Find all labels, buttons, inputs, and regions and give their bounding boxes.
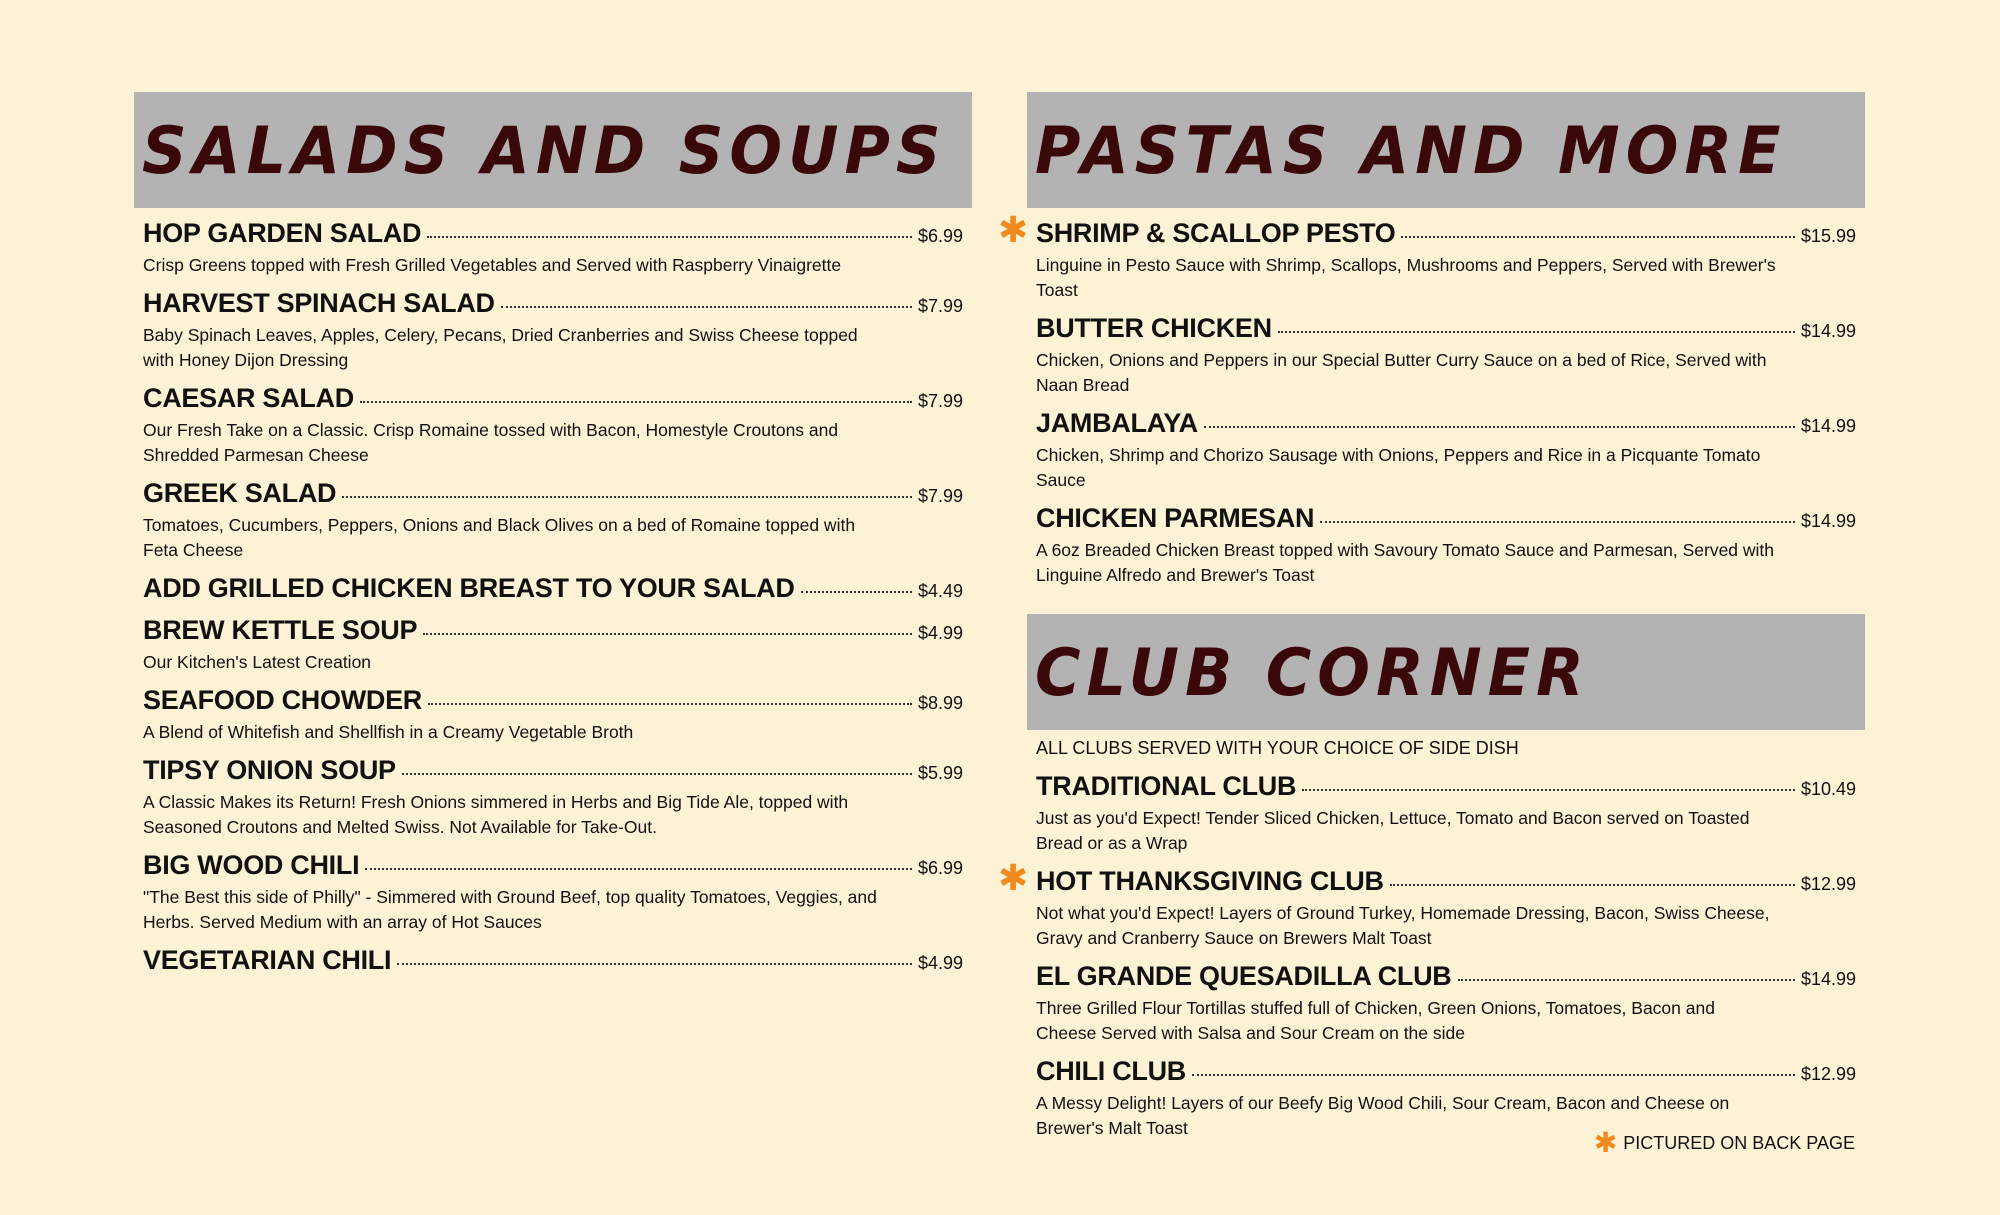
menu-item (1036, 303, 1856, 398)
menu-list (998, 208, 1865, 588)
menu-item-name: CAESAR SALAD (143, 383, 354, 413)
menu-item (143, 675, 963, 745)
pictured-note (1594, 1129, 1855, 1157)
menu-item-price: $14.99 (1800, 511, 1856, 531)
dot-leader (1278, 331, 1795, 333)
menu-item-price: $14.99 (1800, 969, 1856, 989)
pastas-section (998, 92, 1865, 1158)
club-corner-banner (1027, 614, 1865, 730)
menu-item-description: Our Fresh Take on a Classic. Crisp Romaine tossed with Bacon, Homestyle Croutons and Shredded Parmesan Cheese (143, 420, 839, 465)
menu-item-name: GREEK SALAD (143, 478, 337, 508)
dot-leader (1320, 521, 1795, 523)
dot-leader (1401, 236, 1794, 238)
menu-item-price: $7.99 (917, 391, 963, 411)
menu-item (1036, 761, 1856, 856)
menu-list (134, 208, 972, 977)
menu-item-price: $7.99 (917, 296, 963, 316)
menu-item-header (1036, 856, 1856, 898)
menu-item-description: Just as you'd Expect! Tender Sliced Chicken, Lettuce, Tomato and Bacon served on Toasted Bread or as a Wrap (1036, 808, 1750, 853)
menu-item-header (143, 605, 963, 647)
menu-item-name: SEAFOOD CHOWDER (143, 685, 423, 715)
menu-item (143, 468, 963, 563)
dot-leader (1458, 979, 1795, 981)
menu-item-description: A Classic Makes its Return! Fresh Onions simmered in Herbs and Big Tide Ale, topped with Seasoned Croutons and Melted Swiss. Not Available for Take-Out. (143, 792, 849, 837)
menu-item-header (143, 675, 963, 717)
dot-leader (423, 633, 912, 635)
menu-item-description: A Blend of Whitefish and Shellfish in a Creamy Vegetable Broth (143, 722, 634, 742)
menu-item-price: $14.99 (1800, 416, 1856, 436)
dot-leader (360, 401, 912, 403)
asterisk-icon: ✱ (998, 209, 1029, 250)
menu-item-header (143, 468, 963, 510)
menu-item-price: $6.99 (917, 858, 963, 878)
dot-leader (801, 591, 912, 593)
menu-item-description: Chicken, Onions and Peppers in our Special Butter Curry Sauce on a bed of Rice, Served with Naan Bread (1036, 350, 1767, 395)
menu-item-name: TRADITIONAL CLUB (1036, 771, 1297, 801)
menu-item-price: $6.99 (917, 226, 963, 246)
dot-leader (427, 236, 912, 238)
menu-item-name: TIPSY ONION SOUP (143, 755, 396, 785)
menu-item-name: SHRIMP & SCALLOP PESTO (1036, 218, 1396, 248)
menu-item-name: BREW KETTLE SOUP (143, 615, 418, 645)
menu-item-name: CHILI CLUB (1036, 1056, 1186, 1086)
pastas-banner (1027, 92, 1865, 208)
menu-item-description: "The Best this side of Philly" - Simmered with Ground Beef, top quality Tomatoes, Veggies, and Herbs. Served Medium with an array of Hot Sauces (143, 887, 877, 932)
salads-soups-banner (134, 92, 972, 208)
menu-item-description: Three Grilled Flour Tortillas stuffed full of Chicken, Green Onions, Tomatoes, Bacon and Cheese Served with Salsa and Sour Cream on the side (1036, 998, 1715, 1043)
dot-leader (402, 773, 912, 775)
menu-item-description: Not what you'd Expect! Layers of Ground Turkey, Homemade Dressing, Bacon, Swiss Cheese, Gravy and Cranberry Sauce on Brewers Malt Toast (1036, 903, 1770, 948)
menu-item-header (1036, 951, 1856, 993)
menu-item-name: HOT THANKSGIVING CLUB (1036, 866, 1384, 896)
menu-item-header (143, 745, 963, 787)
menu-item-name: BUTTER CHICKEN (1036, 313, 1272, 343)
menu-item-header (1036, 1046, 1856, 1088)
dot-leader (397, 963, 912, 965)
menu-item-header (1036, 493, 1856, 535)
menu-item (1036, 951, 1856, 1046)
menu-item-description: Chicken, Shrimp and Chorizo Sausage with Onions, Peppers and Rice in a Picquante Tomato Sauce (1036, 445, 1761, 490)
menu-item (1036, 398, 1856, 493)
menu-item (143, 373, 963, 468)
dot-leader (1192, 1074, 1795, 1076)
menu-item-name: CHICKEN PARMESAN (1036, 503, 1315, 533)
menu-item-header (143, 935, 963, 977)
salads-soups-section (134, 92, 972, 977)
menu-item-header (1036, 761, 1856, 803)
menu-item-header (1036, 303, 1856, 345)
menu-item-header (1036, 398, 1856, 440)
menu-item-price: $5.99 (917, 763, 963, 783)
dot-leader (428, 703, 912, 705)
menu-item-price: $8.99 (917, 693, 963, 713)
menu-item-description: Crisp Greens topped with Fresh Grilled Vegetables and Served with Raspberry Vinaigrette (143, 255, 842, 275)
menu-item-price: $12.99 (1800, 874, 1856, 894)
menu-item (998, 856, 1856, 951)
menu-item-description: Tomatoes, Cucumbers, Peppers, Onions and Black Olives on a bed of Romaine topped with Feta Cheese (143, 515, 856, 560)
menu-item (1036, 493, 1856, 588)
menu-item-name: HARVEST SPINACH SALAD (143, 288, 495, 318)
menu-item-price: $15.99 (1800, 226, 1856, 246)
menu-item-description: Our Kitchen's Latest Creation (143, 652, 372, 672)
menu-item (143, 840, 963, 935)
asterisk-icon: ✱ (998, 857, 1029, 898)
menu-item (143, 935, 963, 977)
club-note: ALL CLUBS SERVED WITH YOUR CHOICE OF SIDE DISH (1036, 738, 1519, 758)
menu-item-name: JAMBALAYA (1036, 408, 1198, 438)
section-title: PASTAS AND MORE (1035, 111, 1787, 189)
dot-leader (1302, 789, 1795, 791)
menu-item-name: BIG WOOD CHILI (143, 850, 360, 880)
menu-item (1036, 1046, 1856, 1141)
menu-item-price: $14.99 (1800, 321, 1856, 341)
menu-item-price: $7.99 (917, 486, 963, 506)
menu-item-header (143, 563, 963, 605)
menu-item (143, 745, 963, 840)
menu-item-name: ADD GRILLED CHICKEN BREAST TO YOUR SALAD (143, 573, 795, 603)
menu-item-price: $10.49 (1800, 779, 1856, 799)
dot-leader (1390, 884, 1795, 886)
section-title: SALADS AND SOUPS (142, 111, 947, 189)
menu-item-header (143, 208, 963, 250)
menu-item-price: $12.99 (1800, 1064, 1856, 1084)
pictured-note-text: PICTURED ON BACK PAGE (1623, 1132, 1855, 1153)
section-title: CLUB CORNER (1035, 633, 1590, 711)
menu-item-description: A Messy Delight! Layers of our Beefy Big Wood Chili, Sour Cream, Bacon and Cheese on Brewer's Malt Toast (1036, 1093, 1730, 1138)
menu-item-description: Baby Spinach Leaves, Apples, Celery, Pecans, Dried Cranberries and Swiss Cheese topped with Honey Dijon Dressing (143, 325, 858, 370)
menu-item-name: VEGETARIAN CHILI (143, 945, 392, 975)
menu-item-header (1036, 208, 1856, 250)
menu-item-header (143, 373, 963, 415)
menu-item (143, 563, 963, 605)
menu-item-header (143, 278, 963, 320)
menu-item-price: $4.49 (917, 581, 963, 601)
asterisk-icon: ✱ (1593, 1127, 1618, 1158)
menu-item (998, 208, 1856, 303)
menu-list (998, 761, 1865, 1141)
menu-item-name: EL GRANDE QUESADILLA CLUB (1036, 961, 1452, 991)
menu-item-header (143, 840, 963, 882)
menu-item-price: $4.99 (917, 623, 963, 643)
dot-leader (365, 868, 912, 870)
menu-item (143, 208, 963, 278)
dot-leader (501, 306, 912, 308)
menu-item-price: $4.99 (917, 953, 963, 973)
dot-leader (1204, 426, 1795, 428)
menu-item-description: A 6oz Breaded Chicken Breast topped with Savoury Tomato Sauce and Parmesan, Served with Linguine Alfredo and Brewer's Toast (1036, 540, 1775, 585)
menu-item (143, 605, 963, 675)
menu-item-name: HOP GARDEN SALAD (143, 218, 422, 248)
menu-item (143, 278, 963, 373)
dot-leader (342, 496, 912, 498)
menu-item-description: Linguine in Pesto Sauce with Shrimp, Scallops, Mushrooms and Peppers, Served with Brewer's Toast (1036, 255, 1776, 300)
